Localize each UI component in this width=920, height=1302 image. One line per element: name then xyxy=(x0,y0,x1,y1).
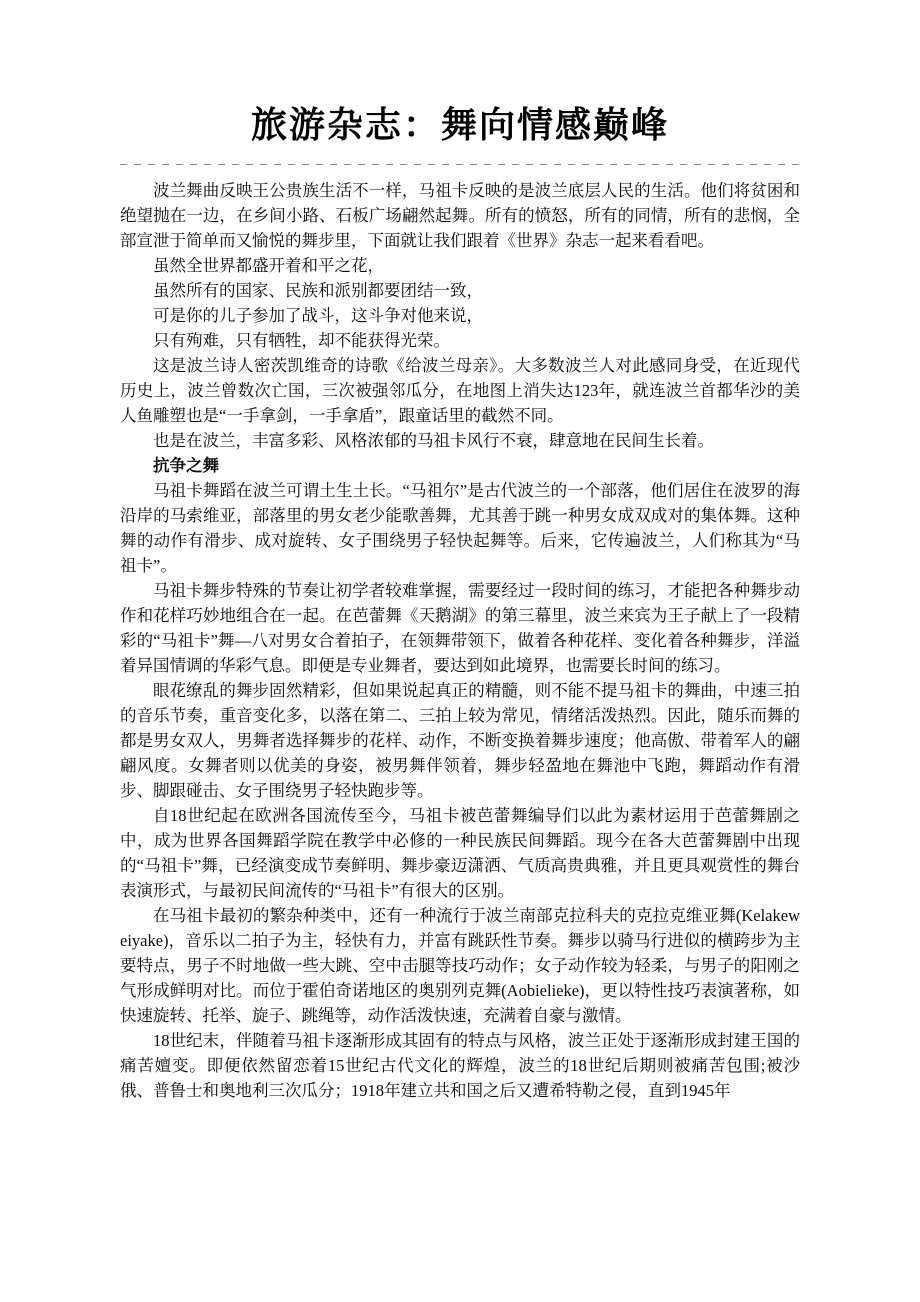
dashed-separator xyxy=(120,164,800,165)
paragraph: 18世纪末，伴随着马祖卡逐渐形成其固有的特点与风格，波兰正处于逐渐形成封建王国的痛苦嬗变。即便依然留恋着15世纪古代文化的辉煌，波兰的18世纪后期则被痛苦包围;被沙俄、普鲁士和奥地利三次瓜分；1918年建立共和国之后又遭希特勒之侵，直到1945年 xyxy=(120,1031,800,1100)
paragraph: 波兰舞曲反映王公贵族生活不一样，马祖卡反映的是波兰底层人民的生活。他们将贫困和绝望抛在一边，在乡间小路、石板广场翩然起舞。所有的愤怒，所有的同情，所有的悲悯，全部宣泄于简单而又愉悦的舞步里，下面就让我们跟着《世界》杂志一起来看看吧。 xyxy=(120,181,800,250)
paragraph: 在马祖卡最初的繁杂种类中，还有一种流行于波兰南部克拉科夫的克拉克维亚舞(Kelakeweiyake)，音乐以二拍子为主，轻快有力，并富有跳跃性节奏。舞步以骑马行进似的横跨步为主要特点，男子不时地做一些大跳、空中击腿等技巧动作；女子动作较为轻柔，与男子的阳刚之气形成鲜明对比。而位于霍伯奇诺地区的奥别列克舞(Aobielieke)，更以特性技巧表演著称，如快速旋转、托举、旋子、跳绳等，动作活泼快速，充满着自豪与激情。 xyxy=(120,906,800,1025)
poem-line: 虽然全世界都盛开着和平之花， xyxy=(153,256,384,275)
paragraph: 马祖卡舞步特殊的节奏让初学者较难掌握，需要经过一段时间的练习，才能把各种舞步动作和花样巧妙地组合在一起。在芭蕾舞《天鹅湖》的第三幕里，波兰来宾为王子献上了一段精彩的“马祖卡”舞—八对男女合着拍子，在领舞带领下，做着各种花样、变化着各种舞步，洋溢着异国情调的华彩气息。即便是专业舞者，要达到如此境界，也需要长时间的练习。 xyxy=(120,581,800,675)
poem-line: 虽然所有的国家、民族和派别都要团结一致， xyxy=(153,281,483,300)
page-title: 旅游杂志：舞向情感巅峰 xyxy=(250,104,669,145)
paragraph: 自18世纪起在欧洲各国流传至今，马祖卡被芭蕾舞编导们以此为素材运用于芭蕾舞剧之中，成为世界各国舞蹈学院在教学中必修的一种民族民间舞蹈。现今在各大芭蕾舞剧中出现的“马祖卡”舞，已经演变成节奏鲜明、舞步豪迈潇洒、气质高贵典雅，并且更具观赏性的舞台表演形式，与最初民间流传的“马祖卡”有很大的区别。 xyxy=(120,806,800,900)
poem-line: 只有殉难，只有牺牲，却不能获得光荣。 xyxy=(153,331,450,350)
paragraph: 这是波兰诗人密茨凯维奇的诗歌《给波兰母亲》。大多数波兰人对此感同身受，在近现代历史上，波兰曾数次亡国，三次被强邻瓜分，在地图上消失达123年，就连波兰首都华沙的美人鱼雕塑也是“一手拿剑，一手拿盾”，跟童话里的截然不同。 xyxy=(120,356,800,425)
paragraph: 眼花缭乱的舞步固然精彩，但如果说起真正的精髓，则不能不提马祖卡的舞曲，中速三拍的音乐节奏，重音变化多，以落在第二、三拍上较为常见，情绪活泼热烈。因此，随乐而舞的都是男女双人，男舞者选择舞步的花样、动作，不断变换着舞步速度；他高傲、带着军人的翩翩风度。女舞者则以优美的身姿，被男舞伴领着，舞步轻盈地在舞池中飞跑，舞蹈动作有滑步、脚跟碰击、女子围绕男子轻快跑步等。 xyxy=(120,681,800,800)
paragraph: 马祖卡舞蹈在波兰可谓土生土长。“马祖尔”是古代波兰的一个部落，他们居住在波罗的海沿岸的马索维亚，部落里的男女老少能歌善舞，尤其善于跳一种男女成双成对的集体舞。这种舞的动作有滑步、成对旋转、女子围绕男子轻快起舞等。后来，它传遍波兰，人们称其为“马祖卡”。 xyxy=(120,481,800,575)
paragraph: 也是在波兰，丰富多彩、风格浓郁的马祖卡风行不衰，肆意地在民间生长着。 xyxy=(153,431,714,450)
article-body xyxy=(120,178,800,1103)
poem-line: 可是你的儿子参加了战斗，这斗争对他来说， xyxy=(153,306,483,325)
section-heading: 抗争之舞 xyxy=(153,456,219,475)
